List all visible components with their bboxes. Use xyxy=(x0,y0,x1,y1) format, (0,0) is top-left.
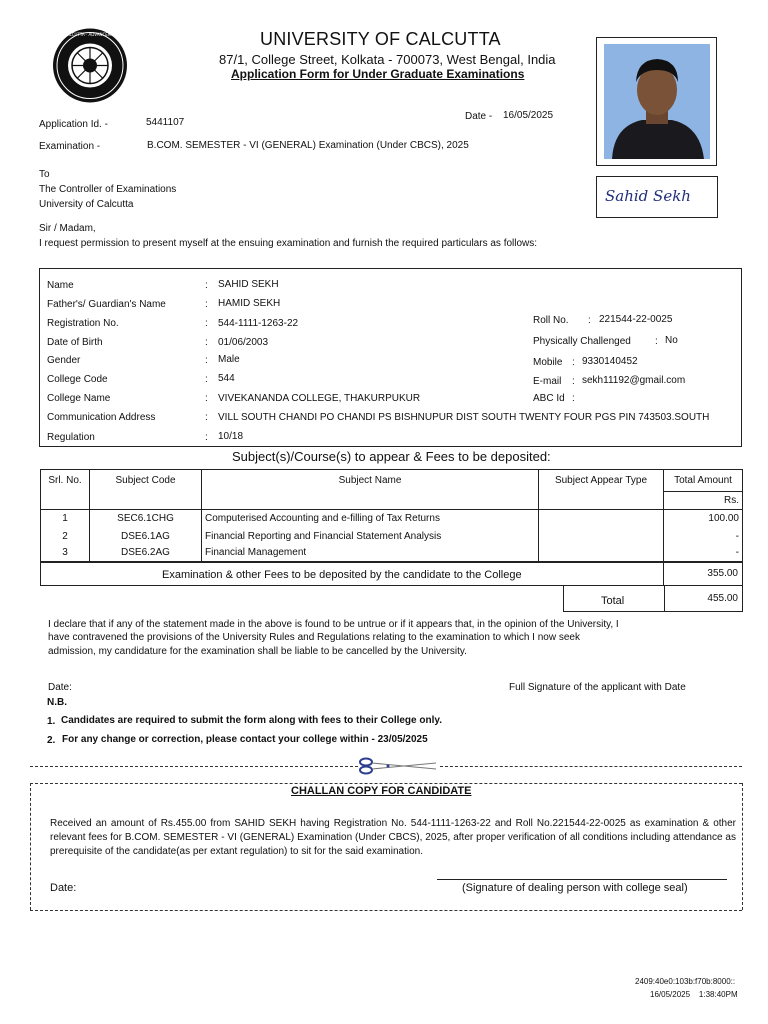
header-type: Subject Appear Type xyxy=(539,470,664,510)
header-amount: Total Amount xyxy=(664,470,743,492)
note-2-number: 2. xyxy=(47,735,56,746)
table-row xyxy=(41,528,743,545)
examination-label: Examination - xyxy=(39,141,101,152)
communication-label: Communication Address xyxy=(47,412,156,423)
colon: : xyxy=(205,280,208,291)
svg-text:UNIVERSITY OF CALCUTTA · ADVAN: UNIVERSITY OF CALCUTTA · ADVANCEMENT OF LEARNING xyxy=(32,32,148,37)
name-value: SAHID SEKH xyxy=(218,279,279,290)
dealing-signature-line xyxy=(437,879,727,880)
father-label: Father's/ Guardian's Name xyxy=(47,299,166,310)
registration-label: Registration No. xyxy=(47,318,119,329)
colon: : xyxy=(205,412,208,423)
challan-title: CHALLAN COPY FOR CANDIDATE xyxy=(291,785,472,797)
row-amount: 100.00 xyxy=(664,510,743,528)
row-type xyxy=(539,545,664,562)
cut-line xyxy=(30,766,358,767)
dob-value: 01/06/2003 xyxy=(218,337,269,348)
signature-text: Sahid Sekh xyxy=(605,187,691,205)
roll-label: Roll No. xyxy=(533,315,569,326)
mobile-label: Mobile xyxy=(533,357,563,368)
row-code: DSE6.1AG xyxy=(90,528,202,545)
declaration-line-3: admission, my candidature for the examination shall be liable to be cancelled by the University. xyxy=(48,646,467,657)
college-name-label: College Name xyxy=(47,393,111,404)
gender-label: Gender xyxy=(47,355,81,366)
colon: : xyxy=(572,376,575,387)
table-header-row xyxy=(41,470,743,492)
header-code: Subject Code xyxy=(90,470,202,510)
row-amount: - xyxy=(664,528,743,545)
roll-value: 221544-22-0025 xyxy=(599,314,673,325)
header-srl: Srl. No. xyxy=(41,470,90,510)
colon: : xyxy=(205,318,208,329)
fees-value: 355.00 xyxy=(707,568,738,579)
regulation-label: Regulation xyxy=(47,432,95,443)
footer-timestamp: 16/05/2025 1:38:40PM xyxy=(650,990,738,999)
colon: : xyxy=(588,315,591,326)
row-code: DSE6.2AG xyxy=(90,545,202,562)
date-value: 16/05/2025 xyxy=(503,110,554,121)
communication-value: VILL SOUTH CHANDI PO CHANDI PS BISHNUPUR DIST SOUTH TWENTY FOUR PGS PIN 743503.SOUTH xyxy=(218,412,710,423)
application-id-value: 5441107 xyxy=(146,117,185,128)
university-logo xyxy=(32,27,148,104)
college-code-label: College Code xyxy=(47,374,108,385)
name-label: Name xyxy=(47,280,74,291)
fees-label: Examination & other Fees to be deposited by the candidate to the College xyxy=(162,569,522,581)
total-value: 455.00 xyxy=(707,593,738,604)
header-name: Subject Name xyxy=(202,470,539,510)
challan-date-label: Date: xyxy=(50,882,77,894)
colon: : xyxy=(205,374,208,385)
email-value: sekh11192@gmail.com xyxy=(582,375,686,386)
examination-value: B.COM. SEMESTER - VI (GENERAL) Examination (Under CBCS), 2025 xyxy=(147,140,469,151)
father-value: HAMID SEKH xyxy=(218,298,281,309)
colon: : xyxy=(205,432,208,443)
note-2: For any change or correction, please contact your college within - 23/05/2025 xyxy=(62,734,428,745)
row-type xyxy=(539,528,664,545)
challan-text: Received an amount of Rs.455.00 from SAHID SEKH having Registration No. 544-1111-1263-22 and Roll No.221544-22-0025 as examination & other relevant fees for B.COM. SEMESTER - VI (GENERAL) Examination (Under CBCS), 2025, after proper verification of all conditions including attendance as prerequisite of the candidate(as per extant regulation) to sit for the said examination. xyxy=(50,818,736,857)
colon: : xyxy=(205,337,208,348)
abc-id-label: ABC Id xyxy=(533,393,565,404)
scissors-icon xyxy=(358,757,438,780)
college-code-value: 544 xyxy=(218,373,235,384)
regulation-value: 10/18 xyxy=(218,431,244,442)
row-amount: - xyxy=(664,545,743,562)
mobile-value: 9330140452 xyxy=(582,356,638,367)
dob-label: Date of Birth xyxy=(47,337,103,348)
colon: : xyxy=(572,393,575,404)
university-address: 87/1, College Street, Kolkata - 700073, West Bengal, India xyxy=(219,52,556,67)
applicant-signature xyxy=(596,176,718,218)
fees-row xyxy=(40,562,743,586)
letter-to: To xyxy=(39,169,50,180)
table-row xyxy=(41,545,743,562)
physically-challenged-value: No xyxy=(665,335,678,346)
physically-challenged-label: Physically Challenged xyxy=(533,336,631,347)
application-id-label: Application Id. - xyxy=(39,119,108,130)
university-title: UNIVERSITY OF CALCUTTA xyxy=(260,29,501,49)
row-name: Financial Reporting and Financial Statement Analysis xyxy=(202,528,539,545)
note-1: Candidates are required to submit the form along with fees to their College only. xyxy=(61,715,442,726)
applicant-signature-label: Full Signature of the applicant with Date xyxy=(509,682,686,693)
email-label: E-mail xyxy=(533,376,562,387)
challan-border-top xyxy=(30,783,742,784)
row-name: Financial Management xyxy=(202,545,539,562)
nb-label: N.B. xyxy=(47,697,67,708)
footer-ip: 2409:40e0:103b:f70b:8000:: xyxy=(635,977,736,986)
row-srl: 3 xyxy=(41,545,90,562)
colon: : xyxy=(572,357,575,368)
form-title: Application Form for Under Graduate Examinations xyxy=(231,67,525,81)
colon: : xyxy=(205,393,208,404)
challan-border-right xyxy=(742,783,743,910)
dealing-signature-label: (Signature of dealing person with college seal) xyxy=(462,882,688,894)
declaration-date-label: Date: xyxy=(48,682,72,693)
total-box xyxy=(563,586,743,612)
declaration-line-1: I declare that if any of the statement made in the above is found to be untrue or if it appears that, in the opinion of the University, I xyxy=(48,619,619,630)
cut-line xyxy=(440,766,742,767)
declaration-line-2: have contravened the provisions of the University Rules and Regulations relating to the examination to which I now seek xyxy=(48,632,580,643)
letter-addressee-1: The Controller of Examinations xyxy=(39,184,177,195)
row-srl: 2 xyxy=(41,528,90,545)
gender-value: Male xyxy=(218,354,240,365)
colon: : xyxy=(205,355,208,366)
row-type xyxy=(539,510,664,528)
row-code: SEC6.1CHG xyxy=(90,510,202,528)
note-1-number: 1. xyxy=(47,716,56,727)
row-name: Computerised Accounting and e-filling of Tax Returns xyxy=(202,510,539,528)
letter-salutation: Sir / Madam, xyxy=(39,223,96,234)
subjects-heading: Subject(s)/Course(s) to appear & Fees to be deposited: xyxy=(232,449,551,464)
applicant-photo xyxy=(596,37,717,166)
registration-value: 544-1111-1263-22 xyxy=(218,318,299,329)
challan-border-bottom xyxy=(30,910,742,911)
colon: : xyxy=(205,299,208,310)
colon: : xyxy=(655,336,658,347)
letter-body: I request permission to present myself at the ensuing examination and furnish the required particulars as follows: xyxy=(39,238,538,249)
table-row xyxy=(41,510,743,528)
date-label: Date - xyxy=(465,111,493,122)
row-srl: 1 xyxy=(41,510,90,528)
challan-border-left xyxy=(30,783,31,910)
college-name-value: VIVEKANANDA COLLEGE, THAKURPUKUR xyxy=(218,393,421,404)
header-rs: Rs. xyxy=(664,492,743,510)
subjects-table xyxy=(40,469,743,562)
letter-addressee-2: University of Calcutta xyxy=(39,199,134,210)
total-label: Total xyxy=(601,595,625,607)
